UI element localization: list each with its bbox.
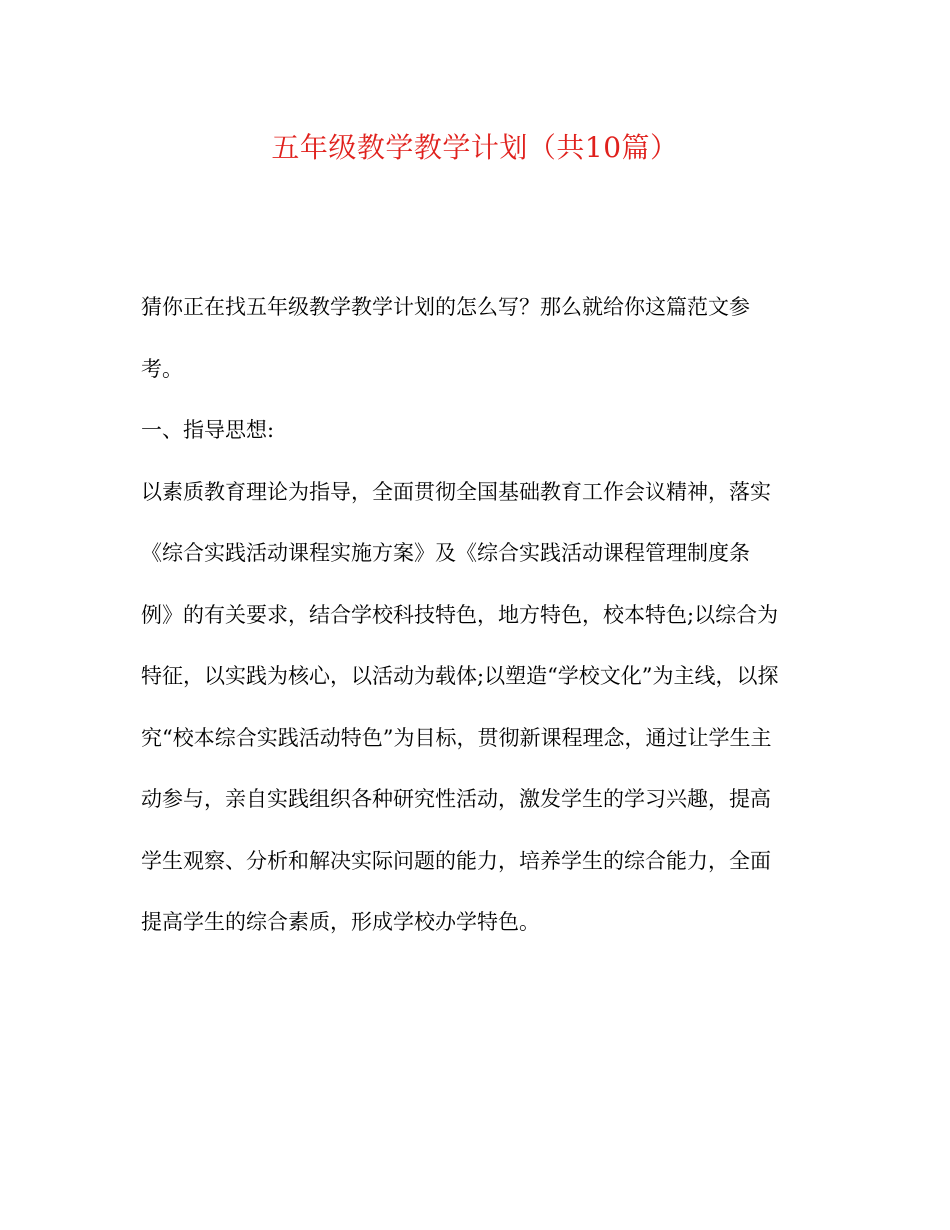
body-line: 以素质教育理论为指导，全面贯彻全国基础教育工作会议精神，落实 [141,479,771,504]
body-line: 提高学生的综合素质，形成学校办学特色。 [141,910,540,934]
body-line: 特征，以实践为核心，以活动为载体;以塑造“学校文化”为主线，以探 [141,664,779,688]
body-line: 究“校本综合实践活动特色”为目标，贯彻新课程理念，通过让学生主 [141,725,772,750]
document-body [141,282,821,959]
body-line: 例》的有关要求，结合学校科技特色，地方特色，校本特色;以综合为 [141,602,779,627]
section-heading: 一、指导思想: [141,418,275,442]
document-title: 五年级教学教学计划（共10篇） [271,131,679,164]
body-line: 考。 [141,356,183,381]
body-line: 猜你正在找五年级教学教学计划的怎么写？那么就给你这篇范文参 [141,295,750,319]
body-line: 学生观察、分析和解决实际问题的能力，培养学生的综合能力，全面 [141,848,771,873]
body-line: 《综合实践活动课程实施方案》及《综合实践活动课程管理制度条 [141,541,750,565]
body-line: 动参与，亲自实践组织各种研究性活动，激发学生的学习兴趣，提高 [141,787,771,811]
